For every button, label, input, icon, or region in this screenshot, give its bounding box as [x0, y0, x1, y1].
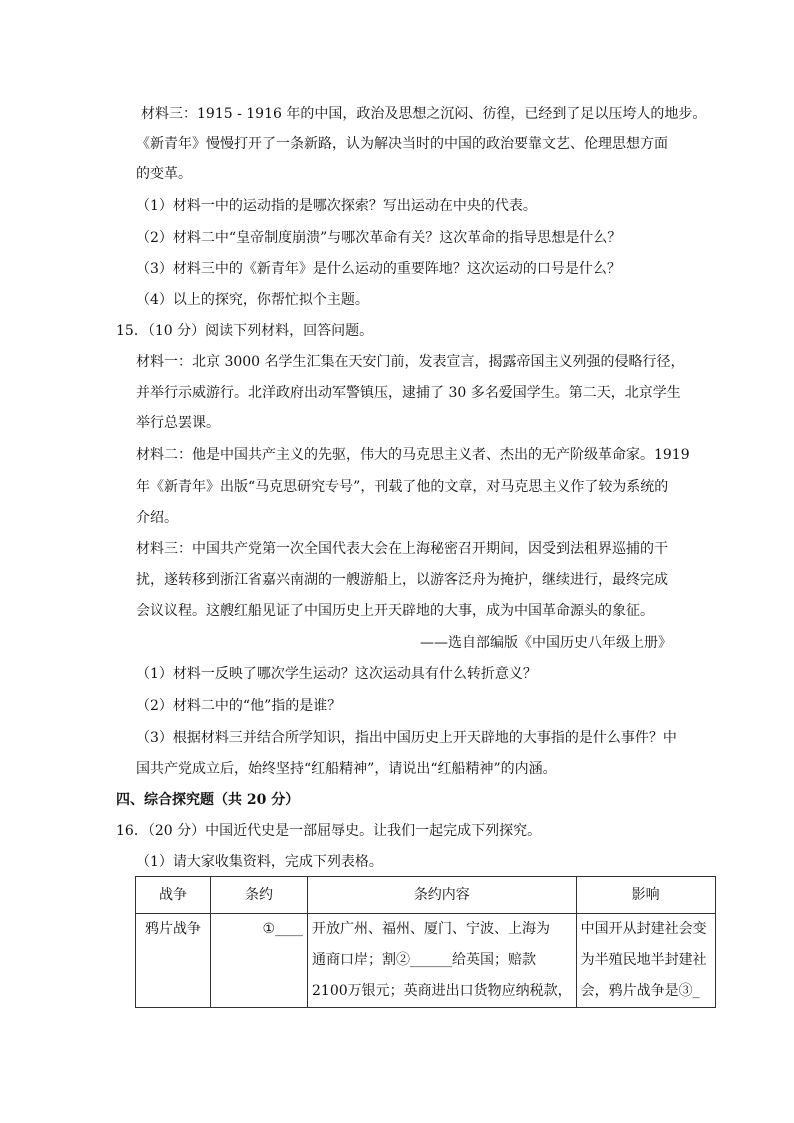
q15-source: ——选自部编版《中国历史八年级上册》: [420, 635, 672, 651]
q16-header: 16．（20 分）中国近代史是一部屈辱史。让我们一起完成下列探究。: [116, 823, 542, 839]
q14-question-1: （1）材料一中的运动指的是哪次探索？写出运动在中央的代表。: [136, 198, 537, 214]
q15-question-3-line2: 国共产党成立后，始终坚持“红船精神”，请说出“红船精神”的内涵。: [136, 761, 557, 777]
table-header-content: 条约内容: [308, 877, 577, 914]
q15-material2-line2: 年《新青年》出版“马克思研究专号”，刊载了他的文章，对马克思主义作了较为系统的: [136, 479, 669, 495]
q15-material2-line1: 材料二：他是中国共产主义的先驱，伟大的马克思主义者、杰出的无产阶级革命家。1919: [136, 447, 690, 463]
q14-material3-line1: 材料三：1915 - 1916 年的中国，政治及思想之沉闷、彷徨，已经到了足以压垮人的地步。: [141, 106, 707, 122]
q14-material3-line2: 《新青年》慢慢打开了一条新路，认为解决当时的中国的政治要靠文艺、伦理思想方面: [136, 136, 668, 152]
table-cell-war: 鸦片战争: [136, 914, 211, 1008]
q15-material3-line1: 材料三：中国共产党第一次全国代表大会在上海秘密召开期间，因受到法租界巡捕的干: [136, 541, 668, 557]
section-4-title: 四、综合探究题（共 20 分）: [116, 792, 300, 808]
q15-material1-line3: 举行总罢课。: [136, 415, 220, 431]
q15-question-1: （1）材料一反映了哪次学生运动？这次运动具有什么转折意义？: [136, 666, 537, 682]
q15-header: 15．（10 分）阅读下列材料，回答问题。: [116, 323, 374, 339]
table-row: [136, 914, 716, 1008]
q16-question-1: （1）请大家收集资料，完成下列表格。: [136, 854, 383, 870]
q15-question-3-line1: （3）根据材料三并结合所学知识，指出中国历史上开天辟地的大事指的是什么事件？中: [136, 730, 677, 746]
treaty-table: [135, 876, 716, 1008]
q14-question-3: （3）材料三中的《新青年》是什么运动的重要阵地？这次运动的口号是什么？: [136, 261, 621, 277]
table-cell-content: 开放广州、福州、厦门、宁波、上海为 通商口岸；割②______给英国；赔款 2100万银元；英商进出口货物应纳税款，: [308, 914, 577, 1008]
q15-question-2: （2）材料二中的“他”指的是谁？: [136, 698, 342, 714]
q15-material1-line2: 并举行示威游行。北洋政府出动军警镇压，逮捕了 30 多名爱国学生。第二天，北京学生: [136, 385, 681, 401]
q15-material3-line2: 扰，遂转移到浙江省嘉兴南湖的一艘游船上，以游客泛舟为掩护，继续进行，最终完成: [136, 572, 668, 588]
table-cell-impact: 中国开从封建社会变 为半殖民地半封建社 会，鸦片战争是③_: [576, 914, 715, 1008]
q15-material1-line1: 材料一：北京 3000 名学生汇集在天安门前，发表宣言，揭露帝国主义列强的侵略行径，: [136, 354, 685, 370]
q14-material3-line3: 的变革。: [136, 166, 192, 182]
q15-material2-line3: 介绍。: [136, 510, 178, 526]
table-header-treaty: 条约: [211, 877, 308, 914]
table-header-war: 战争: [136, 877, 211, 914]
table-header-impact: 影响: [576, 877, 715, 914]
table-header-row: [136, 877, 716, 914]
q14-question-2: （2）材料二中“皇帝制度崩溃”与哪次革命有关？这次革命的指导思想是什么？: [136, 230, 622, 246]
table-cell-treaty: ①____: [211, 914, 308, 1008]
q14-question-4: （4）以上的探究，你帮忙拟个主题。: [136, 292, 369, 308]
q15-material3-line3: 会议议程。这艘红船见证了中国历史上开天辟地的大事，成为中国革命源头的象征。: [136, 603, 654, 619]
